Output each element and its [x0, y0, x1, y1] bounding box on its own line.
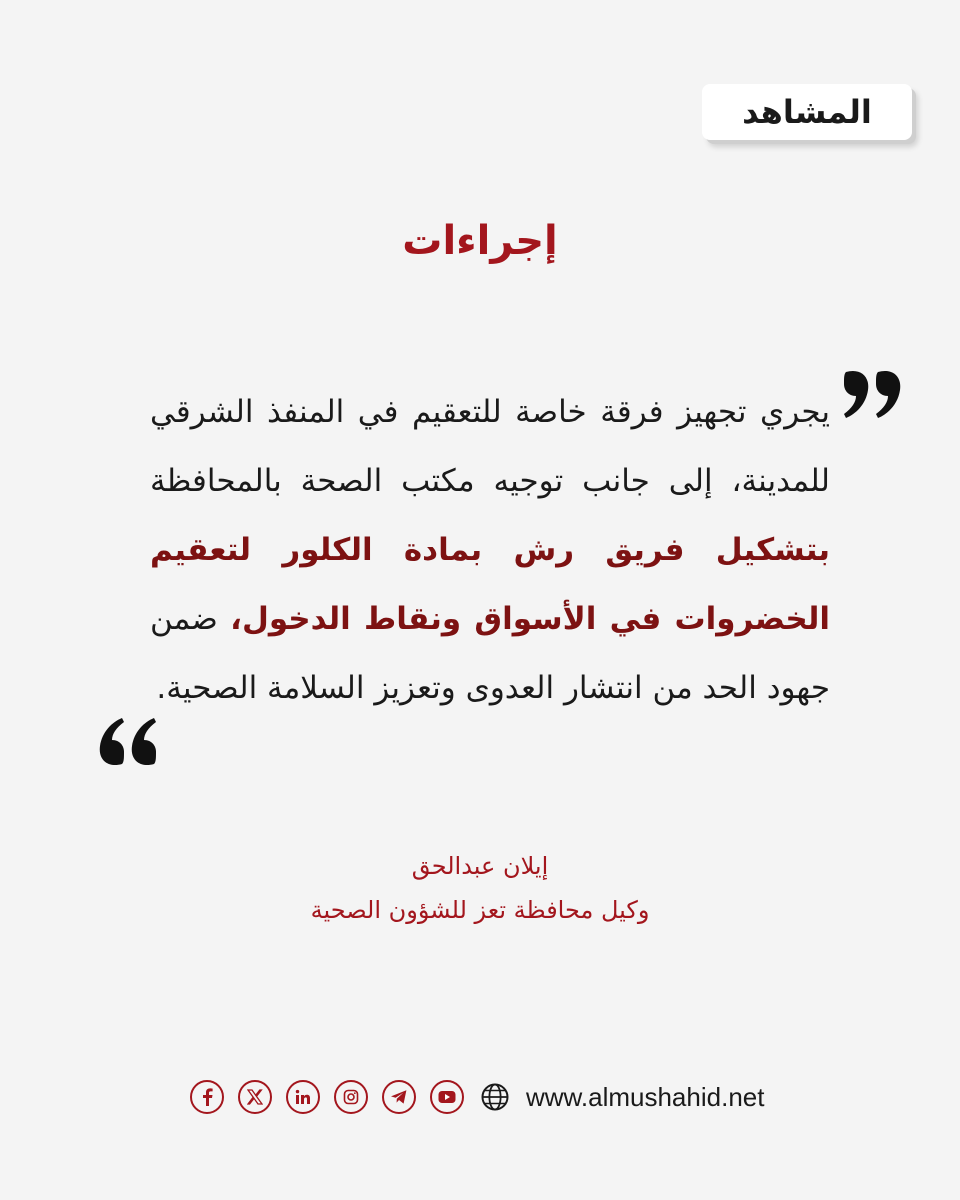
website-link[interactable]: www.almushahid.net: [526, 1081, 765, 1112]
instagram-icon[interactable]: [334, 1080, 368, 1114]
author-name: إيلان عبدالحق: [411, 852, 549, 880]
author-role: وكيل محافظة تعز للشؤون الصحية: [310, 896, 650, 924]
quote-part-2: ضمن جهود الحد من انتشار العدوى وتعزيز السلامة الصحية.: [150, 601, 830, 706]
footer: [190, 1076, 764, 1118]
quote-text: [150, 378, 830, 723]
quote-close-icon: [96, 712, 160, 772]
quote-highlight: بتشكيل فريق رش بمادة الكلور لتعقيم الخضروات في الأسواق ونقاط الدخول،: [150, 532, 831, 637]
brand-logo: [702, 84, 912, 140]
globe-icon: [480, 1082, 510, 1112]
youtube-icon[interactable]: [430, 1080, 464, 1114]
attribution: [0, 844, 960, 932]
facebook-icon[interactable]: [190, 1080, 224, 1114]
telegram-icon[interactable]: [382, 1080, 416, 1114]
linkedin-icon[interactable]: [286, 1080, 320, 1114]
logo-text: المشاهد: [742, 93, 872, 131]
x-icon[interactable]: [238, 1080, 272, 1114]
quote-open-icon: [840, 364, 904, 424]
page-title: إجراءات: [402, 218, 558, 264]
quote-part-1: يجري تجهيز فرقة خاصة للتعقيم في المنفذ الشرقي للمدينة، إلى جانب توجيه مكتب الصحة بالمحافظة: [150, 394, 830, 499]
